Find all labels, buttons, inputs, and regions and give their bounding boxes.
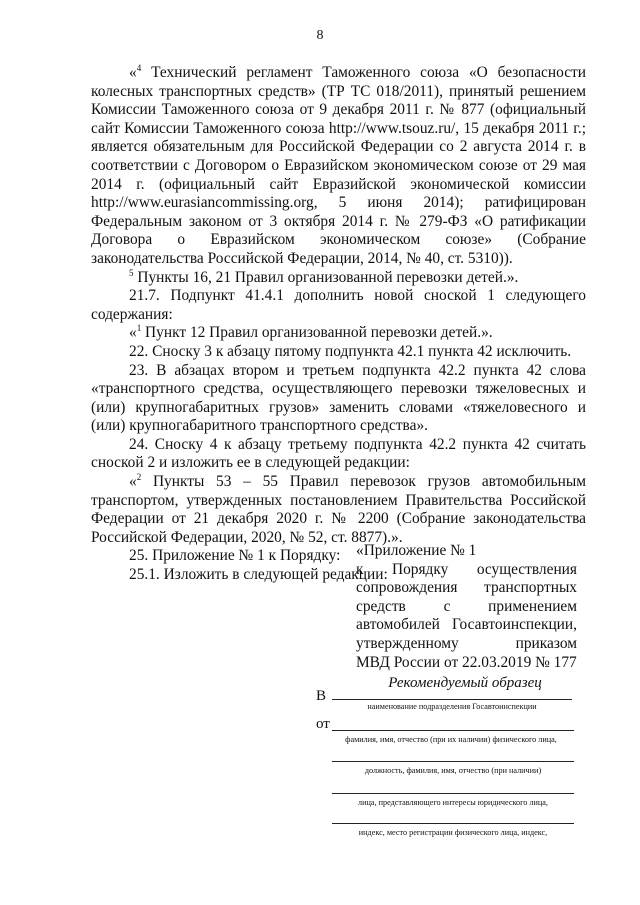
footnote-4-text: «$^4$ Технический регламент Таможенного союза «О безопасности колесных транспортных средств» (ТР ТС 018/2011), принятый решением Комиссии Таможенного союза от 9 декабря 2011 г. № 877 (официальный сайт Комиссии Таможенного союза http://www.tsouz.ru/, 15 декабря 2011 г.; является обязательным для Российской Федерации со 2 августа 2014 г. в соответствии с Договором о Евразийском экономическом союзе от 29 мая 2014 г. (официальный сайт Евразийской экономической комиссии http://www.eurasiancommissing.org, 5 июня 2014); ратифицирован Федеральным законом от 3 октября 2014 г. № 279-ФЗ «О ратификации Договора о Евразийском экономическом союзе» (Собрание законодательства Российской Федерации, 2014, № 40, ст. 5310)).	[91, 63, 586, 267]
from-underline-2	[332, 761, 574, 762]
sample-caption: Рекомендуемый образец	[388, 675, 542, 691]
to-label: В	[316, 688, 327, 704]
appendix-line-3: сопровождения транспортных	[356, 579, 577, 597]
item-21-7: 21.7. Подпункт 41.4.1 дополнить новой сноской 1 следующего содержания:	[91, 287, 586, 323]
appendix-header	[356, 542, 577, 672]
from-label: от	[316, 716, 330, 732]
footnote-2-text: «$^2$ Пункты 53 – 55 Правил перевозок грузов автомобильным транспортом, утвержденных постановлением Правительства Российской Федерации от 21 декабря 2020 г. № 2200 (Собрание законодательства Российской Федерации, 2020, № 52, ст. 8877).».	[91, 472, 586, 546]
item-23: 23. В абзацах втором и третьем подпункта 42.2 пункта 42 слова «транспортного средства, осуществляющего перевозки тяжеловесных и (или) крупногабаритных грузов» заменить словами «тяжеловесного и (или) крупногабаритного транспортного средства».	[91, 361, 586, 435]
appendix-line-7: МВД России от 22.03.2019 № 177	[356, 653, 577, 671]
item-25: 25. Приложение № 1 к Порядку:	[129, 547, 341, 565]
footnote-1-text: «$^1$ Пункт 12 Правил организованной перевозки детей.».	[129, 323, 493, 342]
appendix-line-5: автомобилей Госавтоинспекции,	[356, 616, 577, 634]
item-24: 24. Сноску 4 к абзацу третьему подпункта 42.2 пункта 42 считать сноской 2 и изложить ее в следующей редакции:	[91, 435, 586, 472]
appendix-line-4: средств с применением	[356, 597, 577, 615]
page-number: 8	[316, 28, 324, 43]
footnote-5-text: $^5$ Пункты 16, 21 Правил организованной перевозки детей.».	[129, 267, 519, 286]
appendix-line-2: к Порядку осуществления	[356, 560, 577, 578]
from-underline-3	[332, 793, 574, 794]
item-22: 22. Сноску 3 к абзацу пятому подпункта 42.1 пункта 42 исключить.	[129, 342, 572, 360]
to-underline	[332, 699, 572, 700]
from-caption-3: лица, представляющего интересы юридического лица,	[358, 798, 548, 807]
from-underline	[332, 730, 574, 731]
appendix-line-6: утвержденному приказом	[356, 634, 577, 652]
document-body	[91, 64, 586, 585]
from-caption-2: должность, фамилия, имя, отчество (при наличии)	[364, 766, 542, 775]
from-caption-4: индекс, место регистрации физического лица, индекс,	[358, 828, 548, 837]
from-caption-1: фамилия, имя, отчество (при их наличии) физического лица,	[345, 735, 557, 744]
to-caption: наименование подразделения Госавтоинспекции	[367, 702, 537, 711]
from-underline-4	[332, 823, 574, 824]
appendix-line-1: «Приложение № 1	[356, 542, 477, 559]
item-25-1: 25.1. Изложить в следующей редакции:	[129, 566, 388, 584]
